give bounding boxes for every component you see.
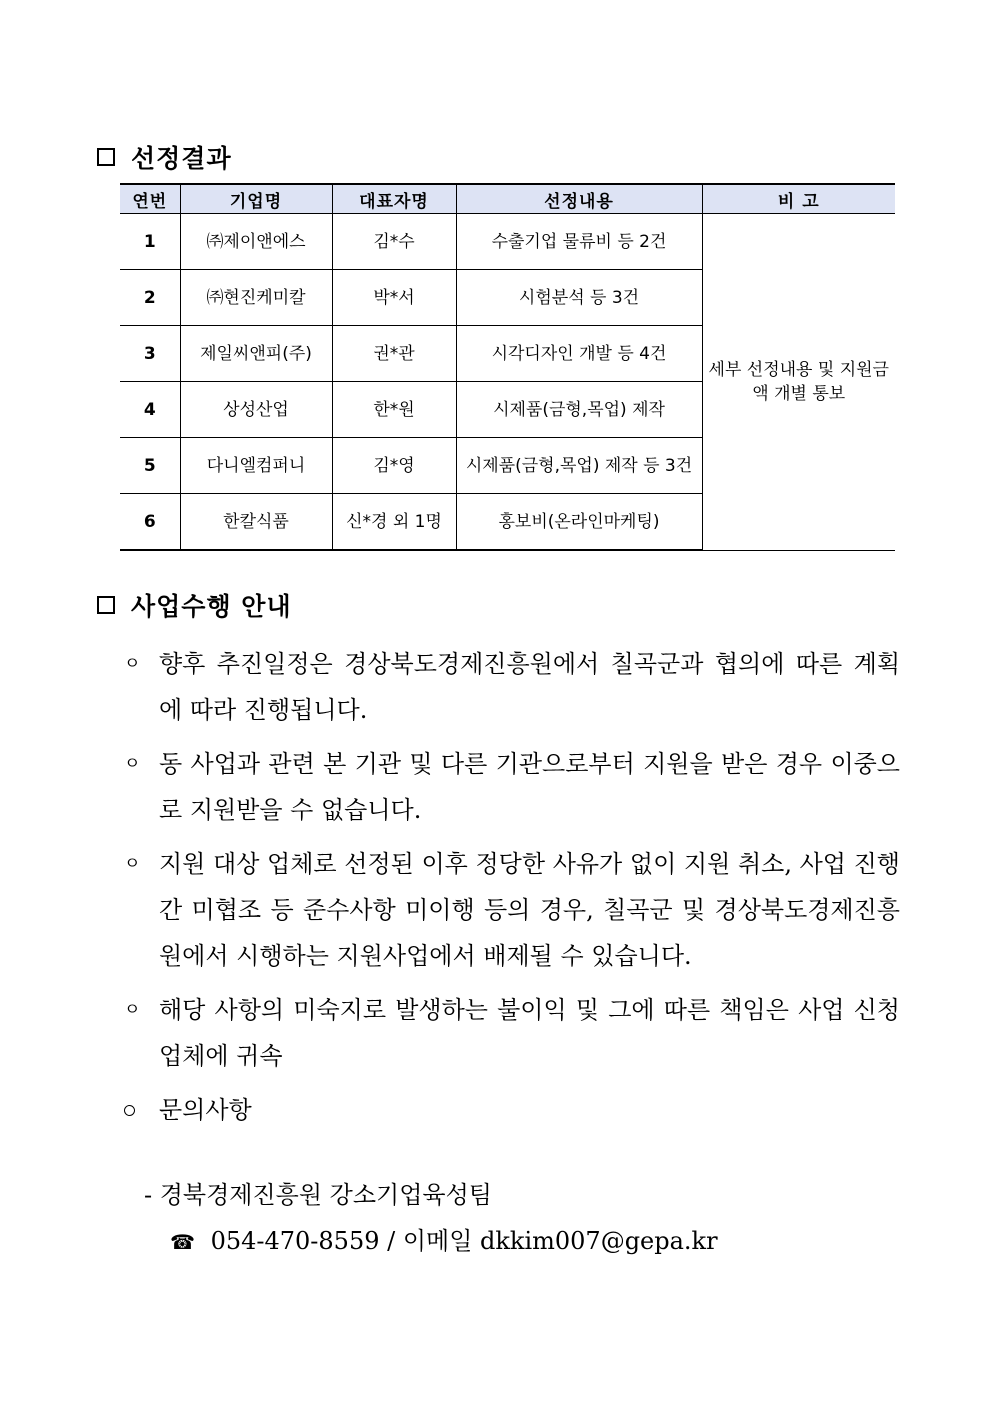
guide-text: 향후 추진일정은 경상북도경제진흥원에서 칠곡군과 협의에 따른 계획에 따라 진행됩니다. xyxy=(159,650,900,724)
list-item xyxy=(124,841,900,979)
column-header: 기업명 xyxy=(180,184,332,214)
list-item xyxy=(124,987,900,1079)
selection-content: 수출기업 물류비 등 2건 xyxy=(456,214,702,270)
ceo-name: 박*서 xyxy=(332,270,456,326)
guide-list xyxy=(124,641,900,1133)
company-name: 제일씨앤피(주) xyxy=(180,326,332,382)
guide-text: 지원 대상 업체로 선정된 이후 정당한 사유가 없이 지원 취소, 사업 진행간 미협조 등 준수사항 미이행 등의 경우, 칠곡군 및 경상북도경제진흥원에서 시행하는 지원사업에서 배제될 수 있습니다. xyxy=(159,850,900,970)
row-number: 6 xyxy=(120,494,180,551)
row-number: 2 xyxy=(120,270,180,326)
remark-cell: 세부 선정내용 및 지원금액 개별 통보 xyxy=(702,214,895,551)
table-header-row xyxy=(120,184,895,214)
guide-text: 동 사업과 관련 본 기관 및 다른 기관으로부터 지원을 받은 경우 이중으로 지원받을 수 없습니다. xyxy=(159,750,900,824)
ceo-name: 한*원 xyxy=(332,382,456,438)
section-title: 선정결과 xyxy=(131,144,232,173)
bullet-icon: ㅇ xyxy=(124,854,141,874)
ceo-name: 김*영 xyxy=(332,438,456,494)
selection-content: 시제품(금형,목업) 제작 xyxy=(456,382,702,438)
section-heading-selection xyxy=(97,141,232,173)
list-item xyxy=(124,641,900,733)
company-name: ㈜제이앤에스 xyxy=(180,214,332,270)
inquiry-label: 문의사항 xyxy=(159,1096,252,1124)
checkbox-square-icon xyxy=(97,148,115,166)
circle-bullet-icon xyxy=(124,1087,148,1133)
column-header: 연번 xyxy=(120,184,180,214)
company-name: ㈜현진케미칼 xyxy=(180,270,332,326)
table-row xyxy=(120,214,895,270)
inquiry-team: - 경북경제진흥원 강소기업육성팀 xyxy=(144,1181,492,1209)
list-item-inquiry xyxy=(124,1087,900,1133)
selection-results-table xyxy=(120,183,895,551)
guide-text: 해당 사항의 미숙지로 발생하는 불이익 및 그에 따른 책임은 사업 신청업체에 귀속 xyxy=(159,996,900,1070)
checkbox-square-icon xyxy=(97,596,115,614)
ceo-name: 권*관 xyxy=(332,326,456,382)
list-item xyxy=(124,741,900,833)
row-number: 4 xyxy=(120,382,180,438)
row-number: 5 xyxy=(120,438,180,494)
column-header: 선정내용 xyxy=(456,184,702,214)
ceo-name: 김*수 xyxy=(332,214,456,270)
contact-info xyxy=(170,1218,718,1265)
selection-content: 홍보비(온라인마케팅) xyxy=(456,494,702,551)
company-name: 한칼식품 xyxy=(180,494,332,551)
bullet-icon: ㅇ xyxy=(124,754,141,774)
section-heading-guide xyxy=(97,589,292,621)
row-number: 1 xyxy=(120,214,180,270)
row-number: 3 xyxy=(120,326,180,382)
selection-content: 시제품(금형,목업) 제작 등 3건 xyxy=(456,438,702,494)
contact-text: 054-470-8559 / 이메일 dkkim007@gepa.kr xyxy=(210,1227,718,1255)
column-header: 대표자명 xyxy=(332,184,456,214)
company-name: 상성산업 xyxy=(180,382,332,438)
bullet-icon: ㅇ xyxy=(124,654,141,674)
column-header: 비 고 xyxy=(702,184,895,214)
selection-content: 시험분석 등 3건 xyxy=(456,270,702,326)
selection-content: 시각디자인 개발 등 4건 xyxy=(456,326,702,382)
section-title: 사업수행 안내 xyxy=(131,592,292,621)
company-name: 다니엘컴퍼니 xyxy=(180,438,332,494)
bullet-icon: ㅇ xyxy=(124,1000,141,1020)
ceo-name: 신*경 외 1명 xyxy=(332,494,456,551)
phone-icon: ☎ xyxy=(170,1230,195,1254)
